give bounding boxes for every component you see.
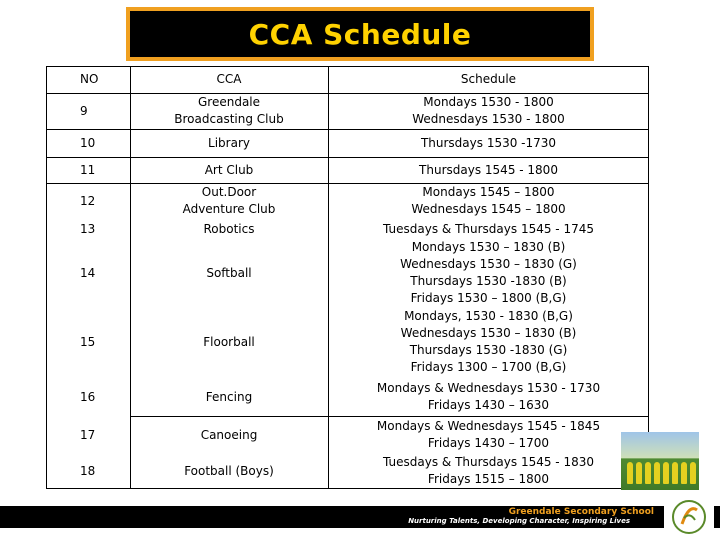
row-no: 9	[80, 103, 88, 118]
row-no: 18	[80, 463, 96, 478]
footer-bar	[0, 506, 720, 528]
row-no: 11	[80, 162, 96, 177]
football-team-photo	[621, 432, 699, 490]
row-cca: Football (Boys)	[184, 463, 274, 478]
row-no: 15	[80, 334, 96, 349]
title-banner	[126, 7, 594, 61]
schedule-table	[46, 66, 649, 489]
row-schedule: Mondays 1530 - 1800 Wednesdays 1530 - 1800	[412, 95, 565, 126]
row-schedule: Mondays 1530 – 1830 (B) Wednesdays 1530 – 1830 (G) Thursdays 1530 -1830 (B) Fridays 1530 – 1800 (B,G)	[400, 240, 577, 305]
row-schedule: Tuesdays & Thursdays 1545 - 1830 Fridays 1515 – 1800	[383, 455, 594, 486]
row-cca: Fencing	[205, 389, 253, 404]
row-cca: Library	[208, 135, 250, 150]
page-title: CCA Schedule	[248, 17, 472, 51]
row-schedule: Tuesdays & Thursdays 1545 - 1745	[383, 221, 594, 236]
row-schedule: Thursdays 1530 -1730	[420, 135, 557, 150]
row-schedule: Mondays, 1530 - 1830 (B,G) Wednesdays 1530 – 1830 (B) Thursdays 1530 -1830 (G) Fridays 1300 – 1700 (B,G)	[400, 309, 577, 374]
row-no: 10	[80, 135, 96, 150]
row-no: 12	[80, 193, 96, 208]
row-schedule: Thursdays 1545 - 1800	[419, 162, 558, 177]
row-cca: Floorball	[203, 334, 255, 349]
row-cca: Art Club	[204, 162, 254, 177]
crest-icon	[670, 498, 708, 536]
row-schedule: Mondays 1545 – 1800 Wednesdays 1545 – 1800	[411, 185, 566, 216]
header-no: NO	[80, 72, 99, 86]
school-name: Greendale Secondary School	[508, 507, 654, 517]
school-crest-logo	[664, 496, 714, 538]
row-no: 16	[80, 389, 96, 404]
row-cca: Robotics	[203, 221, 255, 236]
row-no: 13	[80, 221, 96, 236]
row-no: 14	[80, 265, 96, 280]
header-schedule: Schedule	[460, 72, 517, 86]
row-cca: Out.Door Adventure Club	[182, 185, 276, 216]
row-cca: Greendale Broadcasting Club	[174, 95, 284, 126]
row-cca: Canoeing	[200, 427, 258, 442]
row-schedule: Mondays & Wednesdays 1530 - 1730 Fridays 1430 – 1630	[376, 381, 601, 412]
row-schedule: Mondays & Wednesdays 1545 - 1845 Fridays 1430 – 1700	[376, 419, 601, 450]
header-cca: CCA	[216, 72, 242, 86]
row-no: 17	[80, 427, 96, 442]
school-motto: Nurturing Talents, Developing Character, Inspiring Lives	[408, 517, 630, 525]
row-cca: Softball	[206, 265, 252, 280]
